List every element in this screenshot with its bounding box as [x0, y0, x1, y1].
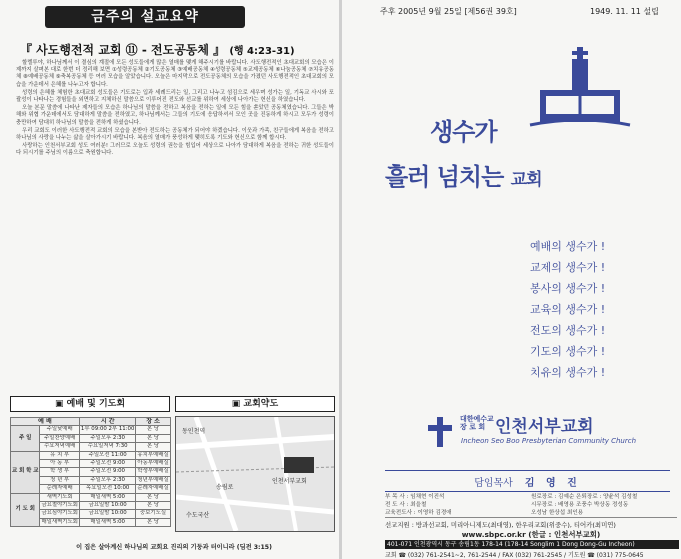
schedule-group: 기 도 회 [11, 493, 40, 527]
schedule-time: 목요일오전 10:00 [79, 485, 136, 493]
staff-row [385, 509, 677, 517]
staff-entry: 전 도 사 : 최을철 [385, 502, 427, 508]
pastor-label: 담임목사 [474, 477, 513, 489]
headline-line2-church: 교회 [510, 170, 542, 190]
column-header: 장 소 [136, 418, 170, 426]
church-marker [284, 457, 314, 473]
schedule-name: 아 동 부 [40, 460, 79, 468]
list-item: 기도의 생수가 ! [530, 345, 606, 358]
schedule-time: 주일오전 9:00 [79, 468, 136, 476]
schedule-time: 주일오후 2:30 [79, 476, 136, 484]
church-logo-icon [520, 45, 640, 130]
schedule-name: 주일찬양예배 [40, 434, 79, 442]
schedule-name: 금요철야기도회 [41, 502, 78, 509]
map-header-text: 교회약도 [243, 399, 279, 409]
denomination-cross-icon [425, 415, 455, 449]
column-header: 예 배 [11, 418, 80, 426]
map-label: 동인천역 [182, 428, 206, 435]
church-phone: 교회 ☎ (032) 761-2541~2, 761-2544 / FAX (032) 761-2545 / 기도원 ☎ (031) 775-0645 [385, 552, 644, 559]
headline-line2-main: 흘러 넘치는 [385, 163, 504, 191]
staff-row [385, 493, 677, 501]
schedule-name: 청 년 부 [40, 476, 79, 484]
sermon-title [20, 41, 295, 58]
list-item: 치유의 생수가 ! [530, 366, 606, 379]
senior-pastor [385, 470, 670, 492]
schedule-time: 1부 09:00 2부 11:00 [80, 426, 135, 433]
sermon-body [16, 60, 334, 159]
schedule-time: 주일오후 2:30 [79, 434, 136, 442]
pastor-name: 김 영 진 [524, 477, 581, 489]
schedule-group: 주 일 [11, 426, 40, 451]
schedule-group: 교 회 학 교 [11, 451, 40, 493]
sermon-reference: (행 4:23-31) [229, 46, 295, 57]
schedule-place: 본 당 [136, 443, 170, 451]
website-link[interactable]: www.sbpc.or.kr (한글 : 인천서부교회) [461, 530, 601, 539]
schedule-place: 학생부예배실 [137, 468, 169, 475]
denomination [460, 415, 494, 431]
map-drawing [176, 417, 334, 531]
church-name: 인천서부교회 [495, 417, 594, 437]
schedule-name: 수요저녁예배 [40, 443, 79, 451]
schedule-name: 매일새벽기도회 [41, 518, 78, 525]
schedule-time: 주일오전 11:00 [79, 451, 136, 459]
founded-date: 1949. 11. 11 설립 [590, 7, 659, 16]
schedule-time: 수요일저녁 7:30 [79, 443, 136, 451]
schedule-time: 주일오전 9:00 [79, 460, 136, 468]
mission-support: 선교지원 : 방과선교회, 미리아니제도(최대영), 한우리교회(위중수), 티어카(최미연) [385, 517, 677, 529]
sermon-paragraph: 사랑하는 인천서부교회 성도 여러분! 그러므로 오늘도 성령의 권능을 힘입어 세상으로 나아가 담대하게 복음을 전하는 귀한 성도들이 다 되시기를 주님의 이름으로 축원합니다. [16, 143, 334, 157]
staff-entry: 원로장로 : 김예순 은퇴장로 : 양윤석 김성철 [531, 494, 638, 500]
schedule-place: 본 당 [136, 493, 170, 501]
table-row [11, 426, 171, 434]
schedule-place: 중보기도실 [136, 510, 170, 518]
staff-entry: 교육전도사 : 이영하 김경애 [385, 510, 452, 516]
sermon-summary-banner: 금주의 설교요약 [45, 6, 245, 28]
sermon-paragraph: 오늘 본문 말씀에 나타난 제자들의 모습은 하나님의 말씀을 전하고 복음을 전하는 일에 모든 힘을 쏟았던 공동체였습니다. 그들은 박해와 위협 가운데에서도 담대하게 말씀을 전하였고, 하나님께서는 그들의 기도에 응답하셔서 모인 곳을 진동하게 하시고 모두가 성령이 충만하여 담대히 하나님의 말씀을 전하게 하셨습니다. [16, 105, 334, 126]
schedule-place: 아동부예배실 [137, 460, 169, 467]
schedule-place: 본 당 [136, 502, 170, 510]
list-item: 봉사의 생수가 ! [530, 282, 606, 295]
schedule-header [10, 396, 170, 412]
page-fold [339, 0, 342, 559]
church-address: 401-071 인천광역시 동구 송림1동 178-14 (178-14 Songlim 1 Dong Dong-Gu Incheon) [385, 540, 679, 549]
schedule-name: 금요심야기도회 [41, 510, 78, 517]
headline-line1: 생수가 [430, 118, 497, 146]
schedule-header-text: 예배 및 기도회 [66, 399, 126, 409]
denomination-line2: 장 로 회 [460, 423, 486, 431]
issue-date: 주후 2005년 9월 25일 [제56권 39호] [380, 7, 517, 16]
schedule-place: 본 당 [136, 426, 170, 434]
table-row [11, 451, 171, 459]
map-label: 인천서부교회 [272, 478, 307, 485]
sermon-title-text: 『 사도행전적 교회 ⑪ - 전도공동체 』 [20, 43, 226, 57]
column-header: 시 간 [79, 418, 136, 426]
staff-entry: 오성남 한상섭 최인용 [531, 510, 584, 516]
schedule-name: 새벽기도회 [40, 493, 79, 501]
table-row [11, 493, 171, 501]
staff-entry: 시무장로 : 배영용 조풍수 박상동 정성동 [531, 502, 629, 508]
sermon-paragraph: 우리 교회도 이러한 사도행전적 교회의 모습을 본받아 전도하는 공동체가 되어야 하겠습니다. 이웃과 가족, 친구들에게 복음을 전하고 하나님의 사랑을 나누는 삶을 살아가시기 바랍니다. 복음의 열매가 풍성하게 맺히도록 기도와 헌신으로 함께 합시다. [16, 127, 334, 142]
schedule-place: 순례자예배실 [137, 485, 169, 492]
schedule-name: 순례자예배 [40, 485, 79, 493]
staff-row [385, 501, 677, 509]
schedule-name: 유 치 부 [40, 451, 79, 459]
table-header-row [11, 418, 171, 426]
schedule-name: 주일낮예배 [40, 426, 79, 434]
list-item: 전도의 생수가 ! [530, 324, 606, 337]
schedule-place: 본 당 [136, 518, 170, 526]
schedule-place: 청년부예배실 [137, 476, 169, 483]
staff-entry: 부 목 사 : 임채현 이진석 [385, 494, 445, 500]
map-header [175, 396, 335, 412]
sermon-paragraph: 할렐루야, 하나님께서 이 결심의 계절에 모든 성도들에게 많은 열매를 맺게 해주시기를 바랍니다. 사도행전적인 초대교회의 모습은 이제까지 살펴본 대로 한번 더 정리해 보면 ①성령공동체 ②기도공동체 ③예배공동체 ④성령공동체 ⑤교제공동체 ⑥나눔공동체 ⑦치유공동체 ⑧예배공동체 ⑨축복공동체 등 여러 모습을 알았습니다. 오늘은 마지막으로 전도공동체의 모습을 가졌던 사도행전적인 초대교회의 모습을 가운데서 은혜를 나누고자 합니다. [16, 60, 334, 88]
worship-schedule-table [10, 417, 171, 527]
list-item: 교육의 생수가 ! [530, 303, 606, 316]
schedule-place: 유치부예배실 [137, 451, 169, 458]
bible-verse-footnote: 이 집은 살아계신 하나님의 교회요 진리의 기둥과 터이니라 (딤전 3:15) [76, 544, 272, 551]
schedule-place: 본 당 [136, 434, 170, 442]
map-header-icon: ▣ [231, 399, 244, 409]
headline-line2 [385, 157, 542, 192]
schedule-time: 매일새벽 5:00 [79, 518, 136, 526]
church-english-name: Incheon Seo Boo Presbyterian Community Church [461, 437, 637, 445]
schedule-name: 학 생 부 [40, 468, 79, 476]
schedule-time: 매일새벽 5:00 [79, 493, 136, 501]
map-label: 수도국산 [186, 512, 210, 519]
list-item: 예배의 생수가 ! [530, 240, 606, 253]
schedule-time: 금요일밤 10:00 [79, 510, 136, 518]
living-water-list [530, 236, 680, 383]
church-location-map [175, 416, 335, 532]
schedule-time: 금요일밤 10:00 [79, 502, 136, 510]
staff-list [385, 493, 677, 517]
schedule-header-icon: ▣ [54, 399, 67, 409]
denomination-line1: 대한예수교 [460, 415, 494, 423]
sermon-paragraph: 성령의 은혜를 체험한 초대교회 성도들은 기도로는 입과 세례드리는 일, 그리고 나누고 섬김으로 세우며 성가는 일, 기독교 사시와 포괄성이 나타나는 경험들을 외면하고 지체하신 말씀으로 이루어진 전도와 선교를 위하여 세상에 나아가는 헌신을 하였습니다. [16, 89, 334, 104]
map-label: 송림로 [216, 484, 234, 491]
list-item: 교제의 생수가 ! [530, 261, 606, 274]
